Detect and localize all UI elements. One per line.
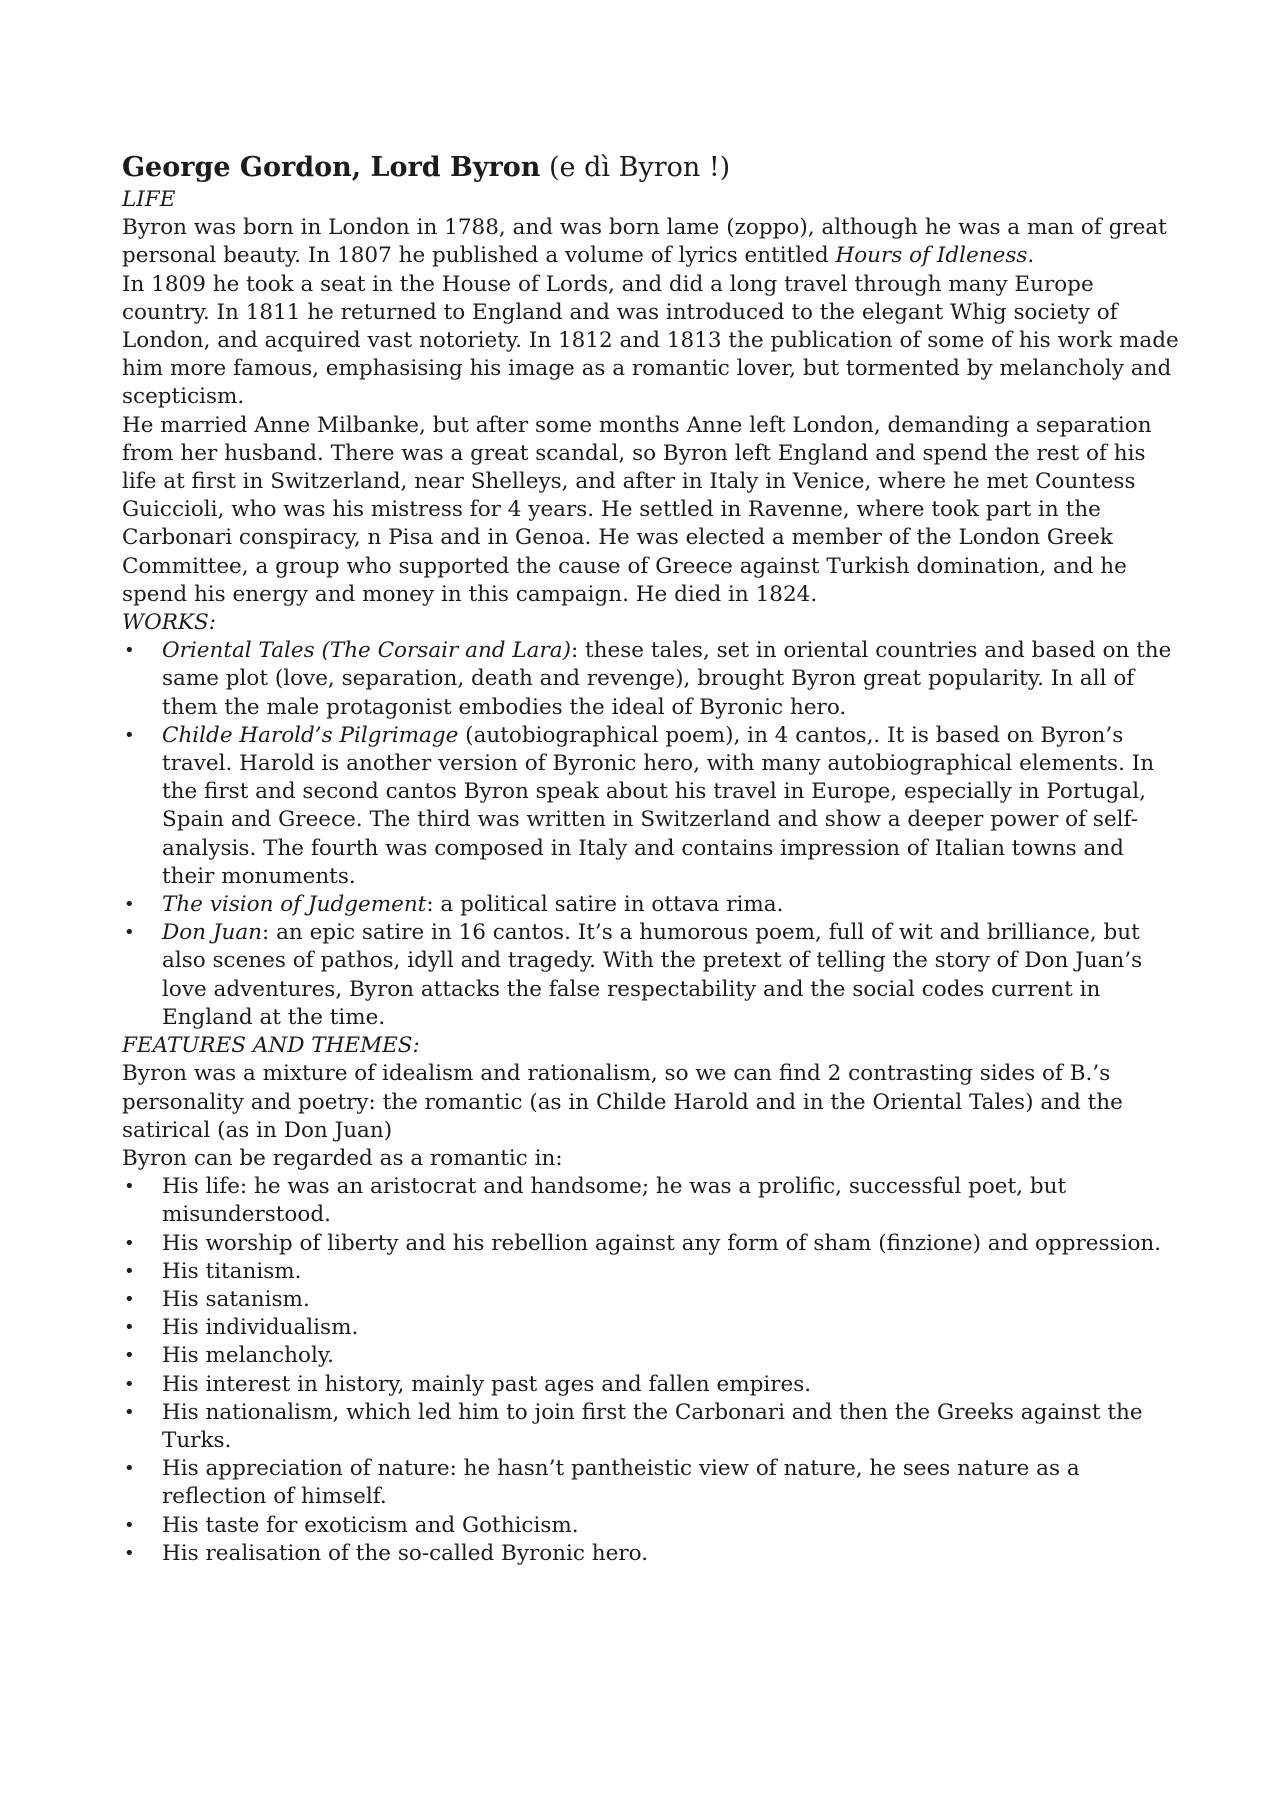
feature-item	[122, 1258, 1182, 1286]
work-title: Oriental Tales (The Corsair and Lara)	[162, 638, 571, 664]
bullet-icon: •	[124, 1288, 135, 1310]
feature-text: His individualism.	[162, 1315, 359, 1341]
features-paragraph-1: Byron was a mixture of idealism and rationalism, so we can find 2 contrasting sides of B.’s personality and poetry: the romantic (as in Childe Harold and in the Oriental Tales) and the satirical (as in Don Juan)	[122, 1061, 1123, 1143]
bullet-icon: •	[124, 922, 135, 944]
feature-item	[122, 1540, 1182, 1568]
title-note: (e dì Byron !)	[540, 152, 731, 183]
features-heading: FEATURES AND THEMES:	[122, 1033, 420, 1059]
work-description: : an epic satire in 16 cantos. It’s a humorous poem, full of wit and brilliance, but also scenes of pathos, idyll and tragedy. With the pretext of telling the story of Don Juan’s love adventures, Byron attacks the false respectability and the social codes current in England at the time.	[162, 920, 1143, 1030]
bullet-icon: •	[124, 1232, 135, 1254]
feature-text: His satanism.	[162, 1286, 310, 1312]
feature-item	[122, 1342, 1182, 1370]
works-list	[122, 637, 1182, 1032]
works-item	[122, 919, 1182, 1032]
work-description: : a political satire in ottava rima.	[426, 892, 784, 918]
works-item	[122, 722, 1182, 891]
works-item	[122, 891, 1182, 919]
bullet-icon: •	[124, 894, 135, 916]
feature-text: His taste for exoticism and Gothicism.	[162, 1512, 579, 1538]
bullet-icon: •	[124, 1458, 135, 1480]
feature-text: His realisation of the so-called Byronic hero.	[162, 1540, 649, 1566]
feature-text: His appreciation of nature: he hasn’t pantheistic view of nature, he sees nature as a reflection of himself.	[162, 1456, 1080, 1510]
work-title: The vision of Judgement	[162, 892, 427, 918]
life-p1-title: Hours of Idleness	[835, 243, 1028, 269]
feature-text: His worship of liberty and his rebellion against any form of sham (finzione) and oppression.	[162, 1230, 1162, 1256]
work-title: Don Juan	[162, 920, 262, 946]
bullet-icon: •	[124, 1401, 135, 1423]
feature-item	[122, 1399, 1182, 1455]
work-description: : these tales, set in oriental countries and based on the same plot (love, separation, death and revenge), brought Byron great popularity. In all of them the male protagonist embodies the ideal of Byronic hero.	[162, 638, 1172, 720]
page-title	[122, 150, 1182, 186]
document-page	[122, 150, 1182, 1568]
features-paragraph-2: Byron can be regarded as a romantic in:	[122, 1145, 563, 1171]
feature-item	[122, 1286, 1182, 1314]
feature-item	[122, 1314, 1182, 1342]
bullet-icon: •	[124, 1373, 135, 1395]
bullet-icon: •	[124, 1514, 135, 1536]
feature-item	[122, 1230, 1182, 1258]
life-paragraph-1	[122, 214, 1182, 270]
work-title: Childe Harold’s Pilgrimage	[162, 722, 459, 748]
feature-text: His nationalism, which led him to join first the Carbonari and then the Greeks against the Turks.	[162, 1399, 1143, 1453]
feature-text: His life: he was an aristocrat and handsome; he was a prolific, successful poet, but misunderstood.	[162, 1174, 1067, 1228]
life-paragraph-3: He married Anne Milbanke, but after some months Anne left London, demanding a separation from her husband. There was a great scandal, so Byron left England and spend the rest of his life at first in Switzerland, near Shelleys, and after in Italy in Venice, where he met Countess Guiccioli, who was his mistress for 4 years. He settled in Ravenne, where took part in the Carbonari conspiracy, n Pisa and in Genoa. He was elected a member of the London Greek Committee, a group who supported the cause of Greece against Turkish domination, and he spend his energy and money in this campaign. He died in 1824.	[122, 412, 1152, 607]
feature-text: His titanism.	[162, 1258, 302, 1284]
bullet-icon: •	[124, 724, 135, 746]
bullet-icon: •	[124, 1260, 135, 1282]
feature-item	[122, 1512, 1182, 1540]
bullet-icon: •	[124, 640, 135, 662]
bullet-icon: •	[124, 1542, 135, 1564]
bullet-icon: •	[124, 1345, 135, 1367]
works-item	[122, 637, 1182, 722]
works-heading: WORKS:	[122, 610, 216, 636]
bullet-icon: •	[124, 1176, 135, 1198]
bullet-icon: •	[124, 1317, 135, 1339]
feature-text: His interest in history, mainly past ages and fallen empires.	[162, 1371, 812, 1397]
work-description: (autobiographical poem), in 4 cantos,. It is based on Byron’s travel. Harold is another version of Byronic hero, with many autobiographical elements. In the first and second cantos Byron speak about his travel in Europe, especially in Portugal, Spain and Greece. The third was written in Switzerland and show a deeper power of self-analysis. The fourth was composed in Italy and contains impression of Italian towns and their monuments.	[162, 722, 1155, 889]
feature-text: His melancholy.	[162, 1343, 334, 1369]
features-list	[122, 1173, 1182, 1568]
feature-item	[122, 1371, 1182, 1399]
title-name: George Gordon, Lord Byron	[122, 152, 541, 183]
life-paragraph-2: In 1809 he took a seat in the House of Lords, and did a long travel through many Europe country. In 1811 he returned to England and was introduced to the elegant Whig society of London, and acquired vast notoriety. In 1812 and 1813 the publication of some of his work made him more famous, emphasising his image as a romantic lover, but tormented by melancholy and scepticism.	[122, 271, 1179, 410]
life-heading: LIFE	[122, 187, 176, 212]
life-p1-text: Byron was born in London in 1788, and was born lame (zoppo), although he was a man of great personal beauty. In 1807 he published a volume of lyrics entitled	[122, 215, 1167, 269]
feature-item	[122, 1173, 1182, 1229]
life-p1-end: .	[1027, 243, 1035, 269]
feature-item	[122, 1455, 1182, 1511]
